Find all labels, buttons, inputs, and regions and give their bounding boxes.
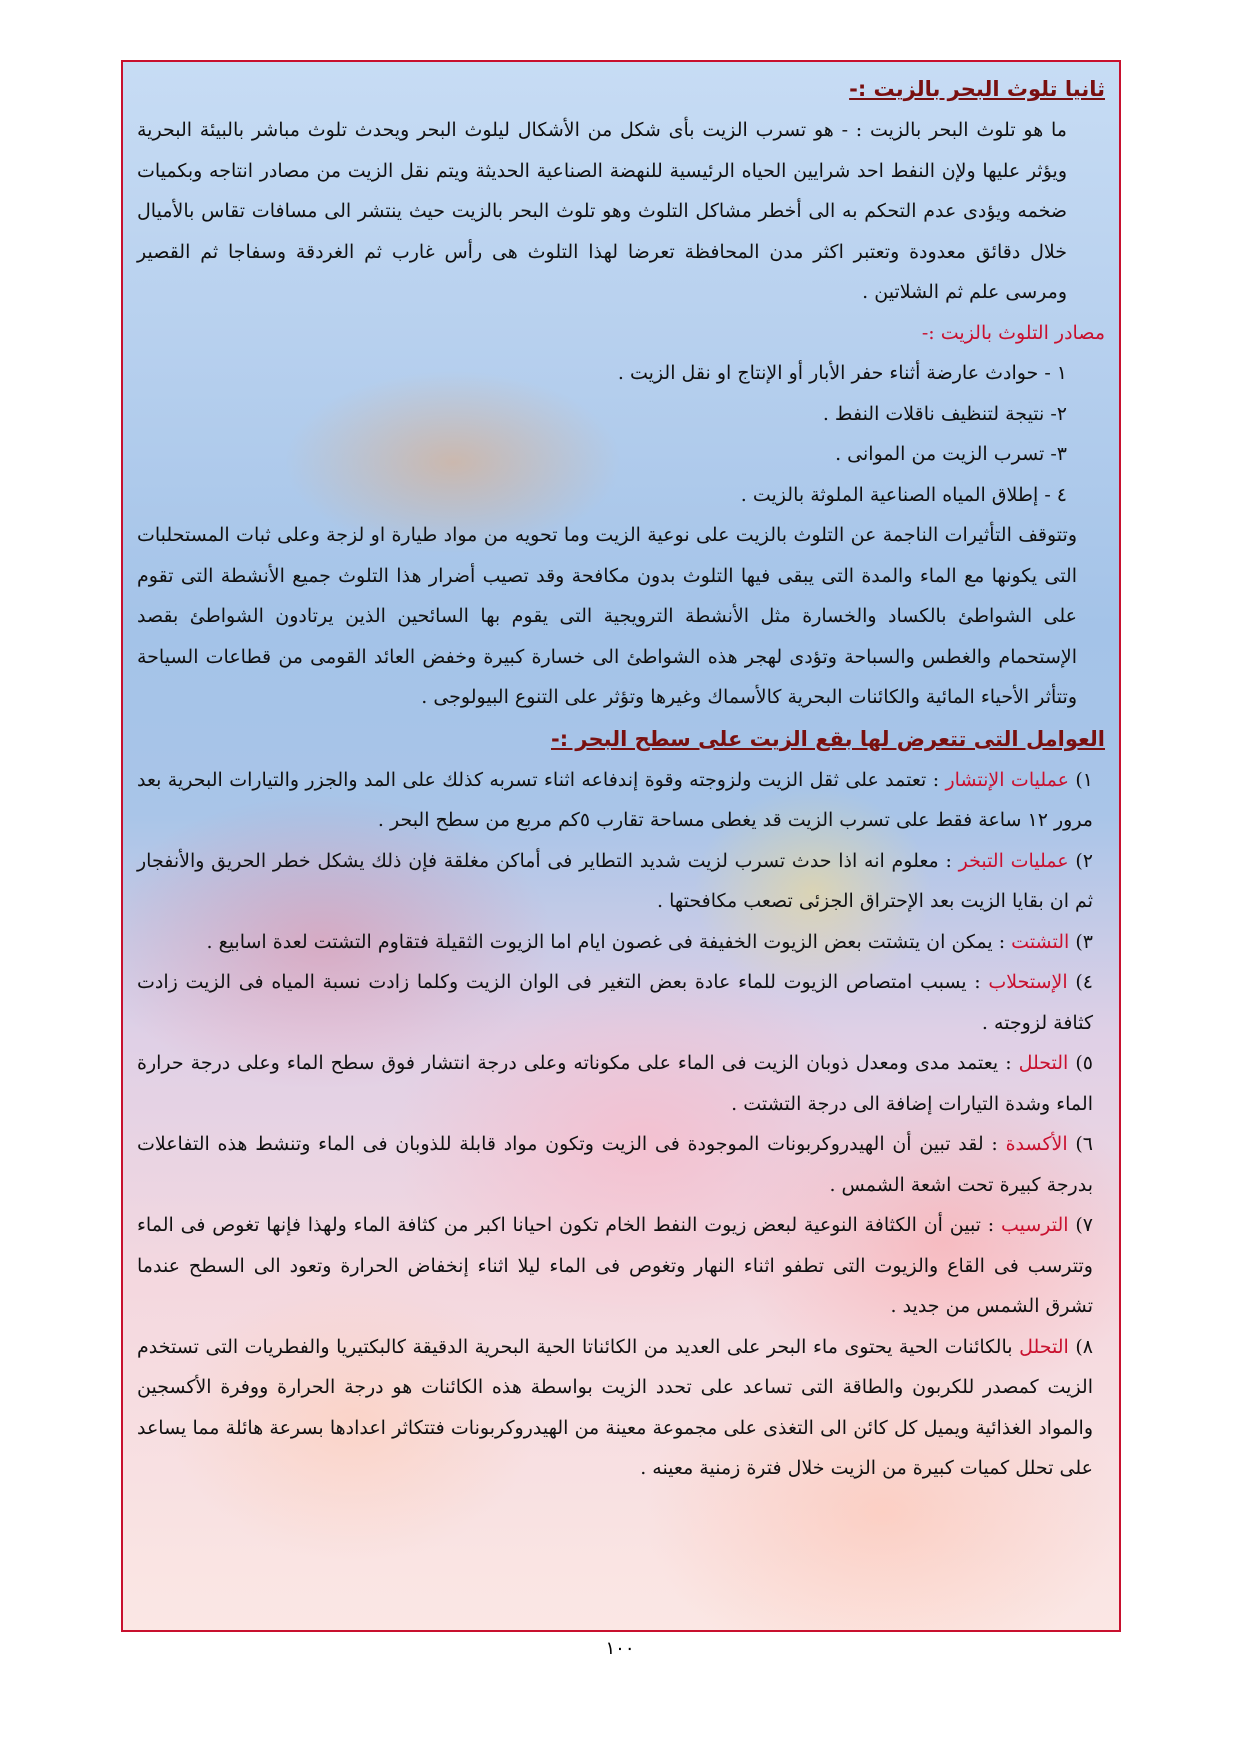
factor-item [137,1043,1105,1124]
source-item: ٣- تسرب الزيت من الموانى . [835,443,1067,465]
factor-text: : يسبب امتصاص الزيوت للماء عادة بعض التغير فى الوان الزيت وكلما زادت نسبة المياه فى الزيت زادت كثافة لزوجته . [137,971,1093,1034]
definition-paragraph: ما هو تلوث البحر بالزيت : - هو تسرب الزيت بأى شكل من الأشكال ليلوث البحر ويحدث تلوث مباشر بالبيئة البحرية ويؤثر عليها ولإن النفط احد شرايين الحياه الرئيسية للنهضة الصناعية الحديثة ويتم نقل الزيت من مصادر انتاجه وبكميات ضخمه ويؤدى عدم التحكم به الى أخطر مشاكل التلوث وهو تلوث البحر بالزيت حيث ينتشر الى مسافات تقاس بالأميال خلال دقائق معدودة وتعتبر اكثر مدن المحافظة تعرضا لهذا التلوث هى رأس غارب ثم الغردقة وسفاجا ثم القصير ومرسى علم ثم الشلاتين . [137,119,1067,303]
factor-number: ١) [1075,768,1093,791]
factor-term: الترسيب [1000,1214,1069,1236]
factor-term: عمليات التبخر [958,849,1069,872]
factor-item [137,760,1105,841]
factor-text: : لقد تبين أن الهيدروكربونات الموجودة فى الزيت وتكون مواد قابلة للذوبان فى الماء وتنشط هذه التفاعلات بدرجة كبيرة تحت اشعة الشمس . [137,1133,1093,1196]
factor-item [137,962,1105,1043]
factor-number: ٦) [1075,1133,1093,1155]
document-body [137,68,1105,1489]
factor-item [137,922,1105,963]
factor-text: بالكائنات الحية يحتوى ماء البحر على العديد من الكائناتا الحية البحرية الدقيقة كالبكتيريا والفطريات التى تستخدم الزيت كمصدر للكربون والطاقة التى تساعد على تحدد الزيت بواسطة هذه الكائنات هو درجة الحرارة ووفرة الأكسجين والمواد الغذائية ويميل كل كائن الى التغذى على مجموعة معينة من الهيدروكربونات فتتكاثر اعدادها بسرعة هائلة مما يساعد على تحلل كميات كبيرة من الزيت خلال فترة زمنية معينه . [137,1335,1093,1479]
factor-item [137,1124,1105,1205]
effects-paragraph: وتتوقف التأثيرات الناجمة عن التلوث بالزيت على نوعية الزيت وما تحويه من مواد طيارة او لزجة وعلى ثبات المستحلبات التى يكونها مع الماء والمدة التى يبقى فيها التلوث بدون مكافحة وقد تصيب أضرار هذا التلوث جميع الأنشطة التى تقوم على الشواطئ بالكساد والخسارة مثل الأنشطة الترويجية التى يقوم بها السائحين الذين يرتادون الشواطئ بقصد الإستحمام والغطس والسباحة وتؤدى لهجر هذه الشواطئ الى خسارة كبيرة وخفض العائد القومى من قطاعات السياحة وتتأثر الأحياء المائية والكائنات البحرية كالأسماك وغيرها وتؤثر على التنوع البيولوجى . [137,524,1077,708]
factor-term: الإستحلاب [988,971,1068,993]
factor-number: ٣) [1075,930,1093,953]
factor-term: التحلل [1019,1335,1069,1358]
source-item: ٢- نتيجة لتنظيف ناقلات النفط . [822,402,1067,425]
section-heading-oil-factors: العوامل التى تتعرض لها بقع الزيت على سطح البحر :- [551,726,1105,751]
factor-term: التحلل [1018,1052,1069,1074]
factor-number: ٧) [1075,1214,1093,1236]
factor-number: ٢) [1075,849,1094,872]
page-frame [121,60,1121,1632]
factor-text: : يعتمد مدى ومعدل ذوبان الزيت فى الماء على مكوناته وعلى درجة انتشار فوق سطح الماء وعلى درجة حرارة الماء وشدة التيارات إضافة الى درجة التشتت . [137,1052,1093,1115]
factor-text: : تعتمد على ثقل الزيت ولزوجته وقوة إندفاعه اثناء تسربه كذلك على المد والجزر والتيارات البحرية بعد مرور ١٢ ساعة فقط على تسرب الزيت قد يغطى مساحة تقارب ٥كم مربع من سطح البحر . [137,768,1093,831]
factor-number: ٥) [1075,1052,1093,1074]
section-heading-oil-pollution: ثانيا تلوث البحر بالزيت :- [849,77,1105,101]
factor-item [137,1327,1105,1489]
factor-text: : معلوم انه اذا حدث تسرب لزيت شديد التطاير فى أماكن مغلقة فإن ذلك يشكل خطر الحريق والأنفجار ثم ان بقايا الزيت بعد الإحتراق الجزئى تصعب مكافحتها . [137,849,1093,912]
factor-item [137,1205,1105,1327]
source-item: ٤ - إطلاق المياه الصناعية الملوثة بالزيت . [740,483,1067,506]
factor-term: الأكسدة [1005,1133,1068,1155]
factor-text: : تبين أن الكثافة النوعية لبعض زيوت النفط الخام تكون احيانا اكبر من كثافة الماء ولهذا فإنها تغوص فى الماء وتترسب فى القاع والزيوت التى تطفو اثناء النهار وتغوص فى الماء ليلا اثناء إنخفاض الحرارة وتعود الى السطح عندما تشرق الشمس من جديد . [137,1214,1093,1317]
sources-heading: مصادر التلوث بالزيت :- [921,321,1105,344]
factor-term: عمليات الإنتشار [945,768,1069,791]
factor-term: التشتت [1011,930,1070,953]
factor-text: : يمكن ان يتشتت بعض الزيوت الخفيفة فى غصون ايام اما الزيوت الثقيلة فتقاوم التشتت لعدة اسابيع . [206,930,1012,953]
factor-number: ٨) [1075,1335,1093,1358]
factor-number: ٤) [1075,971,1093,993]
factor-item [137,841,1105,922]
page-number: ١٠٠ [605,1638,635,1659]
source-item: ١ - حوادث عارضة أثناء حفر الأبار أو الإنتاج او نقل الزيت . [617,362,1067,384]
